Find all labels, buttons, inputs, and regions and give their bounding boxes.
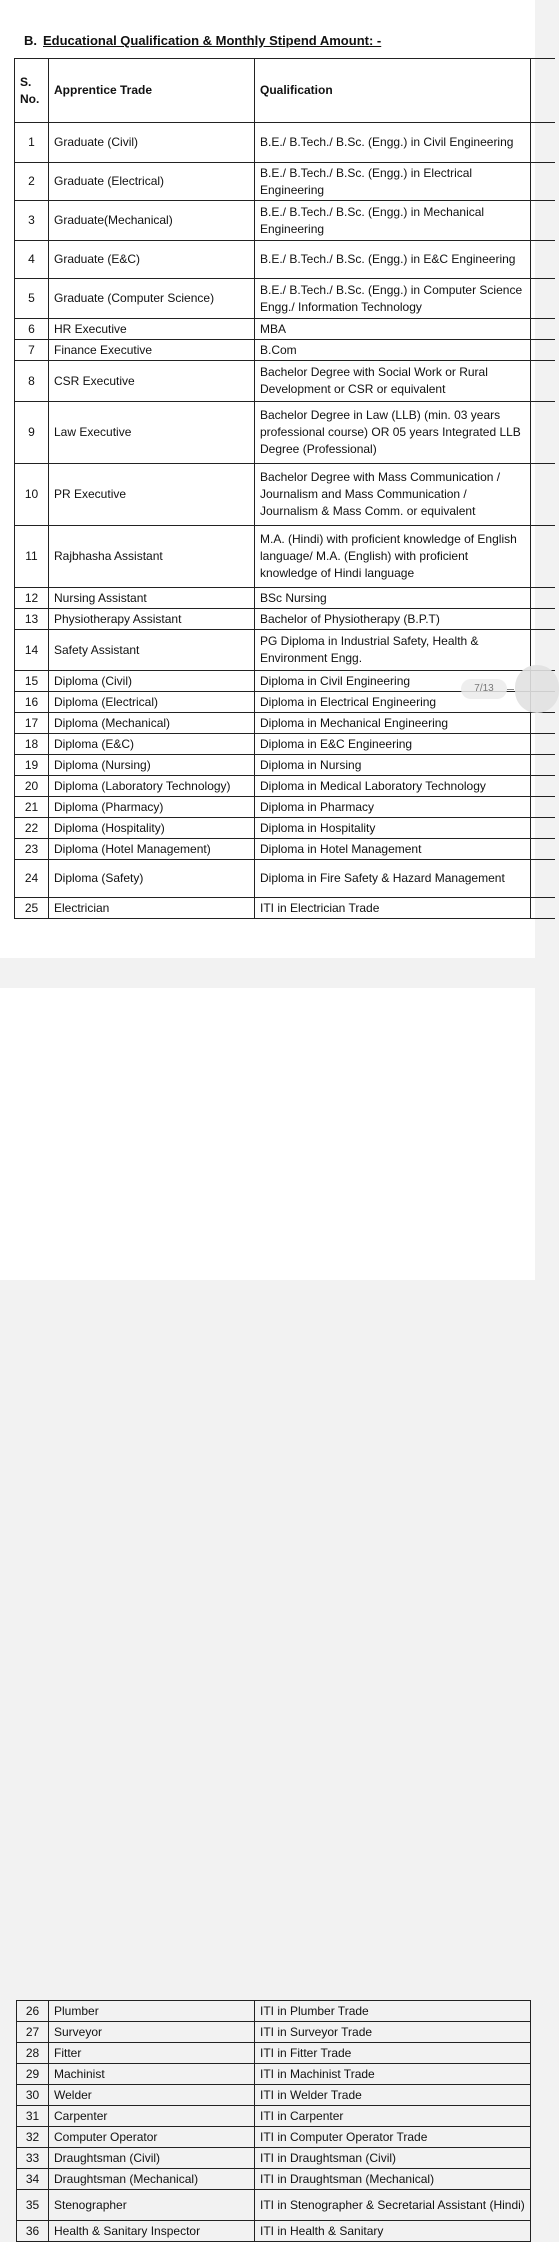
cell-qualification: Bachelor Degree with Social Work or Rural Development or CSR or equivalent bbox=[255, 361, 531, 402]
page-indicator: 7/13 bbox=[461, 679, 507, 699]
cell-qualification: ITI in Computer Operator Trade bbox=[255, 2127, 531, 2148]
table-row bbox=[15, 588, 555, 609]
cell-qualification: Diploma in Medical Laboratory Technology bbox=[255, 776, 531, 797]
table-row bbox=[15, 734, 555, 755]
cell-qualification: ITI in Fitter Trade bbox=[255, 2043, 531, 2064]
cell-trade: Health & Sanitary Inspector bbox=[49, 2221, 255, 2242]
cell-trade: Electrician bbox=[49, 898, 255, 919]
cell-sno: 17 bbox=[15, 713, 49, 734]
cell-trade: Graduate (Computer Science) bbox=[49, 279, 255, 319]
cell-cutoff-column bbox=[531, 526, 555, 588]
cell-sno: 26 bbox=[17, 2001, 49, 2022]
cell-qualification: Diploma in Pharmacy bbox=[255, 797, 531, 818]
table-row bbox=[15, 279, 555, 319]
cell-trade: Physiotherapy Assistant bbox=[49, 609, 255, 630]
table-row bbox=[17, 2043, 531, 2064]
cell-trade: Fitter bbox=[49, 2043, 255, 2064]
cell-cutoff-column bbox=[531, 319, 555, 340]
table-row bbox=[17, 2022, 531, 2043]
cell-cutoff-column bbox=[531, 898, 555, 919]
cell-trade: Diploma (Pharmacy) bbox=[49, 797, 255, 818]
cell-sno: 34 bbox=[17, 2169, 49, 2190]
cell-qualification: Bachelor Degree in Law (LLB) (min. 03 years professional course) OR 05 years Integrated LLB Degree (Professional) bbox=[255, 402, 531, 464]
cell-trade: Diploma (Civil) bbox=[49, 671, 255, 692]
cell-qualification: PG Diploma in Industrial Safety, Health & Environment Engg. bbox=[255, 630, 531, 671]
cell-trade: Diploma (Safety) bbox=[49, 860, 255, 898]
cell-sno: 22 bbox=[15, 818, 49, 839]
cell-sno: 31 bbox=[17, 2106, 49, 2127]
cell-sno: 4 bbox=[15, 241, 49, 279]
cell-trade: Plumber bbox=[49, 2001, 255, 2022]
cell-sno: 14 bbox=[15, 630, 49, 671]
cell-sno: 10 bbox=[15, 464, 49, 526]
table-row bbox=[15, 630, 555, 671]
cell-trade: Diploma (E&C) bbox=[49, 734, 255, 755]
cell-qualification: ITI in Health & Sanitary bbox=[255, 2221, 531, 2242]
cell-sno: 35 bbox=[17, 2190, 49, 2221]
cell-sno: 16 bbox=[15, 692, 49, 713]
table-row bbox=[15, 319, 555, 340]
table-body-page2 bbox=[17, 2001, 531, 2242]
cell-sno: 33 bbox=[17, 2148, 49, 2169]
cell-sno: 27 bbox=[17, 2022, 49, 2043]
cell-trade: Graduate (Electrical) bbox=[49, 163, 255, 201]
qualification-table bbox=[14, 58, 555, 919]
table-row bbox=[15, 526, 555, 588]
table-row bbox=[15, 361, 555, 402]
cell-qualification: ITI in Surveyor Trade bbox=[255, 2022, 531, 2043]
table-row bbox=[15, 241, 555, 279]
cell-qualification: B.E./ B.Tech./ B.Sc. (Engg.) in Electrical Engineering bbox=[255, 163, 531, 201]
cell-trade: Rajbhasha Assistant bbox=[49, 526, 255, 588]
table-row bbox=[15, 860, 555, 898]
cell-trade: Draughtsman (Civil) bbox=[49, 2148, 255, 2169]
cell-cutoff-column bbox=[531, 340, 555, 361]
cell-trade: Graduate (E&C) bbox=[49, 241, 255, 279]
cell-sno: 19 bbox=[15, 755, 49, 776]
section-label: B. bbox=[24, 33, 37, 48]
cell-trade: PR Executive bbox=[49, 464, 255, 526]
cell-trade: Diploma (Electrical) bbox=[49, 692, 255, 713]
cell-cutoff-column bbox=[531, 609, 555, 630]
cell-sno: 6 bbox=[15, 319, 49, 340]
section-heading bbox=[24, 33, 381, 48]
cell-qualification: B.E./ B.Tech./ B.Sc. (Engg.) in Computer Science Engg./ Information Technology bbox=[255, 279, 531, 319]
table-row bbox=[17, 2127, 531, 2148]
cell-qualification: Diploma in Civil Engineering bbox=[255, 671, 531, 692]
header-sno: S. No. bbox=[15, 59, 49, 123]
cell-trade: Finance Executive bbox=[49, 340, 255, 361]
cell-cutoff-column bbox=[531, 123, 555, 163]
cell-trade: Carpenter bbox=[49, 2106, 255, 2127]
table-row bbox=[15, 123, 555, 163]
header-qualification: Qualification bbox=[255, 59, 531, 123]
cell-qualification: M.A. (Hindi) with proficient knowledge of English language/ M.A. (English) with proficient knowledge of Hindi language bbox=[255, 526, 531, 588]
cell-sno: 24 bbox=[15, 860, 49, 898]
cell-cutoff-column bbox=[531, 163, 555, 201]
cell-trade: Graduate(Mechanical) bbox=[49, 201, 255, 241]
cell-qualification: ITI in Machinist Trade bbox=[255, 2064, 531, 2085]
cell-qualification: ITI in Plumber Trade bbox=[255, 2001, 531, 2022]
table-row bbox=[15, 609, 555, 630]
cell-sno: 9 bbox=[15, 402, 49, 464]
cell-sno: 25 bbox=[15, 898, 49, 919]
cell-qualification: Diploma in E&C Engineering bbox=[255, 734, 531, 755]
cell-cutoff-column bbox=[531, 361, 555, 402]
cell-sno: 3 bbox=[15, 201, 49, 241]
cell-sno: 29 bbox=[17, 2064, 49, 2085]
cell-cutoff-column bbox=[531, 734, 555, 755]
document-page-2 bbox=[0, 988, 535, 2238]
qualification-table-continued bbox=[16, 2000, 531, 2242]
cell-sno: 13 bbox=[15, 609, 49, 630]
cell-trade: HR Executive bbox=[49, 319, 255, 340]
cell-sno: 32 bbox=[17, 2127, 49, 2148]
cell-sno: 12 bbox=[15, 588, 49, 609]
cell-trade: Safety Assistant bbox=[49, 630, 255, 671]
table-row bbox=[17, 2190, 531, 2221]
cell-trade: Machinist bbox=[49, 2064, 255, 2085]
indicator-dash bbox=[507, 689, 514, 690]
cell-sno: 8 bbox=[15, 361, 49, 402]
cell-sno: 5 bbox=[15, 279, 49, 319]
cell-qualification: MBA bbox=[255, 319, 531, 340]
cell-qualification: ITI in Stenographer & Secretarial Assistant (Hindi) bbox=[255, 2190, 531, 2221]
cell-trade: Diploma (Hotel Management) bbox=[49, 839, 255, 860]
table-row bbox=[17, 2085, 531, 2106]
table-row bbox=[17, 2169, 531, 2190]
cell-sno: 20 bbox=[15, 776, 49, 797]
cell-trade: Computer Operator bbox=[49, 2127, 255, 2148]
cell-cutoff-column bbox=[531, 241, 555, 279]
cell-sno: 1 bbox=[15, 123, 49, 163]
cell-qualification: Diploma in Fire Safety & Hazard Management bbox=[255, 860, 531, 898]
cell-cutoff-column bbox=[531, 201, 555, 241]
table-row bbox=[15, 201, 555, 241]
cell-cutoff-column bbox=[531, 588, 555, 609]
table-row bbox=[15, 755, 555, 776]
cell-qualification: Diploma in Hotel Management bbox=[255, 839, 531, 860]
cell-qualification: Diploma in Nursing bbox=[255, 755, 531, 776]
table-row bbox=[15, 402, 555, 464]
cell-qualification: BSc Nursing bbox=[255, 588, 531, 609]
cell-qualification: B.Com bbox=[255, 340, 531, 361]
cell-sno: 18 bbox=[15, 734, 49, 755]
cell-trade: Welder bbox=[49, 2085, 255, 2106]
cell-sno: 36 bbox=[17, 2221, 49, 2242]
cell-sno: 11 bbox=[15, 526, 49, 588]
cell-qualification: ITI in Carpenter bbox=[255, 2106, 531, 2127]
table-row bbox=[15, 163, 555, 201]
table-body-page1 bbox=[15, 123, 555, 919]
table-row bbox=[15, 898, 555, 919]
table-header-row bbox=[15, 59, 555, 123]
cell-qualification: ITI in Draughtsman (Civil) bbox=[255, 2148, 531, 2169]
cell-sno: 23 bbox=[15, 839, 49, 860]
cell-cutoff-column bbox=[531, 755, 555, 776]
cell-cutoff-column bbox=[531, 776, 555, 797]
cell-trade: Nursing Assistant bbox=[49, 588, 255, 609]
cell-cutoff-column bbox=[531, 860, 555, 898]
cell-qualification: Diploma in Mechanical Engineering bbox=[255, 713, 531, 734]
cell-cutoff-column bbox=[531, 839, 555, 860]
table-row bbox=[15, 464, 555, 526]
cell-sno: 21 bbox=[15, 797, 49, 818]
table-row bbox=[15, 713, 555, 734]
cell-sno: 7 bbox=[15, 340, 49, 361]
cell-qualification: Diploma in Hospitality bbox=[255, 818, 531, 839]
scroll-handle[interactable] bbox=[515, 665, 559, 713]
cell-trade: Draughtsman (Mechanical) bbox=[49, 2169, 255, 2190]
cell-sno: 15 bbox=[15, 671, 49, 692]
header-trade: Apprentice Trade bbox=[49, 59, 255, 123]
table-row bbox=[17, 2148, 531, 2169]
cell-sno: 2 bbox=[15, 163, 49, 201]
table-row bbox=[15, 839, 555, 860]
cell-qualification: ITI in Draughtsman (Mechanical) bbox=[255, 2169, 531, 2190]
table-row bbox=[17, 2001, 531, 2022]
cell-cutoff-column bbox=[531, 818, 555, 839]
cell-trade: Diploma (Laboratory Technology) bbox=[49, 776, 255, 797]
cell-trade: CSR Executive bbox=[49, 361, 255, 402]
cell-trade: Diploma (Mechanical) bbox=[49, 713, 255, 734]
cell-cutoff-column bbox=[531, 402, 555, 464]
cell-qualification: Diploma in Electrical Engineering bbox=[255, 692, 531, 713]
table-row bbox=[17, 2106, 531, 2127]
cell-cutoff-column bbox=[531, 464, 555, 526]
cell-qualification: Bachelor Degree with Mass Communication / Journalism and Mass Communication / Journalism & Mass Comm. or equivalent bbox=[255, 464, 531, 526]
table-row bbox=[15, 340, 555, 361]
cell-trade: Law Executive bbox=[49, 402, 255, 464]
cell-sno: 28 bbox=[17, 2043, 49, 2064]
section-title: Educational Qualification & Monthly Stipend Amount: - bbox=[43, 33, 382, 48]
cell-qualification: Bachelor of Physiotherapy (B.P.T) bbox=[255, 609, 531, 630]
table-row bbox=[17, 2221, 531, 2242]
cell-trade: Graduate (Civil) bbox=[49, 123, 255, 163]
cell-qualification: ITI in Welder Trade bbox=[255, 2085, 531, 2106]
table-row bbox=[17, 2064, 531, 2085]
cell-qualification: B.E./ B.Tech./ B.Sc. (Engg.) in Mechanical Engineering bbox=[255, 201, 531, 241]
cell-trade: Diploma (Hospitality) bbox=[49, 818, 255, 839]
cell-cutoff-column bbox=[531, 279, 555, 319]
cell-cutoff-column bbox=[531, 713, 555, 734]
cell-trade: Stenographer bbox=[49, 2190, 255, 2221]
header-cutoff-column bbox=[531, 59, 555, 123]
cell-cutoff-column bbox=[531, 797, 555, 818]
cell-qualification: B.E./ B.Tech./ B.Sc. (Engg.) in Civil Engineering bbox=[255, 123, 531, 163]
cell-qualification: B.E./ B.Tech./ B.Sc. (Engg.) in E&C Engineering bbox=[255, 241, 531, 279]
cell-qualification: ITI in Electrician Trade bbox=[255, 898, 531, 919]
cell-trade: Diploma (Nursing) bbox=[49, 755, 255, 776]
document-page-1 bbox=[0, 0, 535, 958]
cell-sno: 30 bbox=[17, 2085, 49, 2106]
table-row bbox=[15, 818, 555, 839]
cell-trade: Surveyor bbox=[49, 2022, 255, 2043]
table-row bbox=[15, 776, 555, 797]
table-row bbox=[15, 797, 555, 818]
